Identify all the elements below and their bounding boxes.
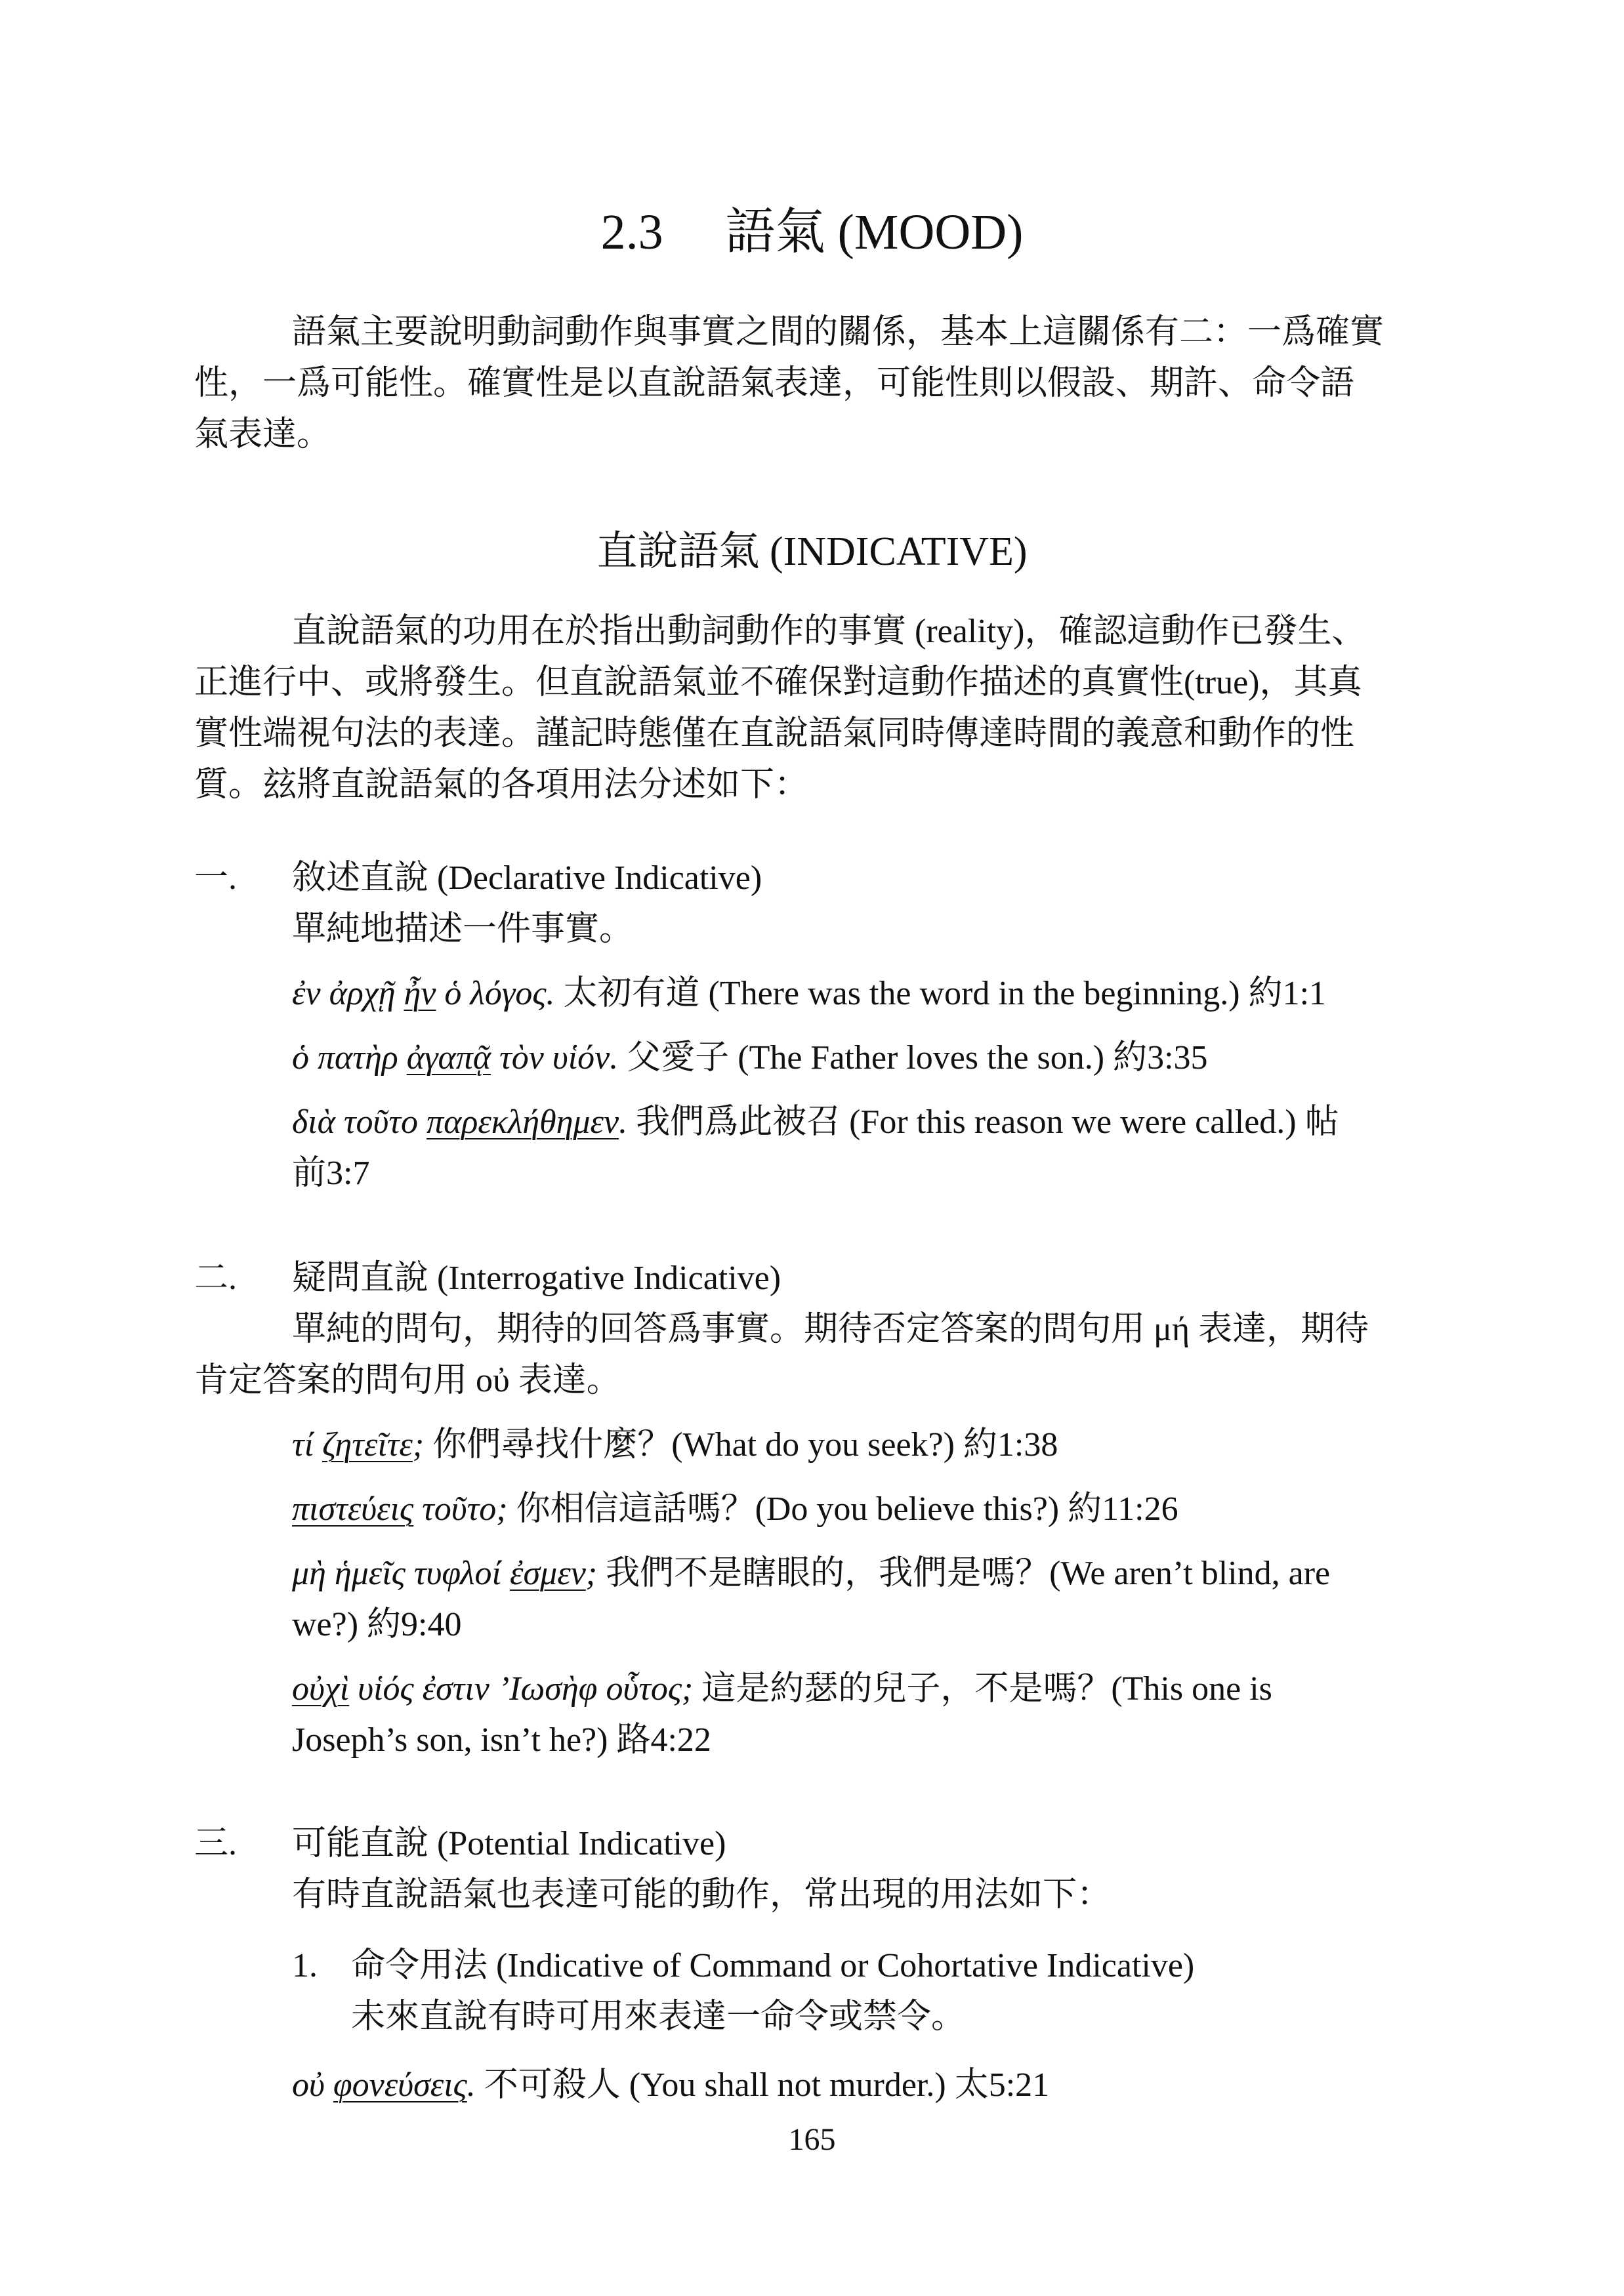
section-3-example-1 [292, 2060, 1049, 2111]
section-1-number: 一. [194, 859, 238, 897]
greek-text: ; [412, 1426, 425, 1464]
greek-text: ; [585, 1555, 598, 1592]
section-3-description: 有時直說語氣也表達可能的動作，常出現的用法如下： [292, 1876, 1112, 1914]
greek-verb-underlined: ἦν [404, 975, 436, 1012]
greek-text: . [467, 2066, 476, 2104]
section-2-heading: 疑問直說 (Interrogative Indicative) [292, 1260, 781, 1297]
intro-line-3: 氣表達。 [194, 416, 331, 453]
greek-text: οὐ [292, 2066, 333, 2104]
subsection-1-number: 1. [292, 1947, 318, 1984]
intro-line-2: 性，一爲可能性。確實性是以直說語氣表達，可能性則以假設、期許、命令語 [194, 365, 1355, 402]
section-1-example-3-line-2: 前3:7 [292, 1155, 370, 1192]
section-2-description-line-1: 單純的問句，期待的回答爲事實。期待否定答案的問句用 μή 表達，期待 [292, 1311, 1369, 1348]
intro-line-1: 語氣主要說明動詞動作與事實之間的關係，基本上這關係有二：一爲確實 [292, 314, 1385, 351]
greek-verb-underlined: ἐσμεν [509, 1555, 586, 1592]
section-3-heading: 可能直說 (Potential Indicative) [292, 1825, 726, 1862]
section-1-heading: 敘述直說 (Declarative Indicative) [292, 859, 762, 897]
section-2-example-1 [292, 1420, 1058, 1471]
translation-text: 這是約瑟的兒子，不是嗎？(This one is [693, 1670, 1272, 1708]
page-number: 165 [788, 2122, 836, 2157]
section-2-example-4 [292, 1664, 1272, 1715]
indicative-intro-line-1: 直說語氣的功用在於指出動詞動作的事實 (reality)，確認這動作已發生、 [292, 613, 1366, 650]
greek-text: . [619, 1103, 628, 1141]
section-2-example-4-line-2: Joseph’s son, isn’t he?) 路4:22 [292, 1721, 711, 1759]
greek-verb-underlined: πιστεύεις [292, 1490, 414, 1528]
subsection-1-heading: 命令用法 (Indicative of Command or Cohortative Indicative) [351, 1947, 1195, 1984]
translation-text: 我們爲此被召 (For this reason we were called.) 帖 [627, 1103, 1339, 1141]
greek-text: ὁ πατὴρ [292, 1039, 407, 1076]
translation-text: 你們尋找什麼？(What do you seek?) 約1:38 [424, 1426, 1058, 1464]
greek-text: τὸν υἱόν. [491, 1039, 619, 1076]
section-2-example-2 [292, 1484, 1178, 1535]
translation-text: 我們不是瞎眼的，我們是嗎？(We aren’t blind, are [597, 1555, 1331, 1592]
translation-text: 父愛子 (The Father loves the son.) 約3:35 [618, 1039, 1208, 1076]
greek-verb-underlined: ζητεῖτε [322, 1426, 413, 1464]
indicative-intro-line-2: 正進行中、或將發生。但直說語氣並不確保對這動作描述的真實性(true)，其真 [194, 664, 1362, 701]
translation-text: 太初有道 (There was the word in the beginning.) 約1:1 [554, 975, 1327, 1012]
translation-text: 你相信這話嗎？(Do you believe this?) 約11:26 [507, 1490, 1178, 1528]
section-2-example-3-line-2: we?) 約9:40 [292, 1606, 462, 1643]
section-2-number: 二. [194, 1260, 238, 1297]
section-2-example-3 [292, 1548, 1330, 1599]
section-1-example-3 [292, 1097, 1339, 1148]
section-2-description-line-2: 肯定答案的問句用 οὐ 表達。 [194, 1362, 621, 1399]
greek-text: ἐν ἀρχῇ [292, 975, 404, 1012]
page-title: 2.3 語氣 (MOOD) [600, 205, 1024, 260]
section-1-example-2 [292, 1033, 1208, 1084]
greek-verb-underlined: οὐχὶ [292, 1670, 350, 1708]
greek-verb-underlined: παρεκλήθημεν [427, 1103, 619, 1141]
greek-text: τί [292, 1426, 323, 1464]
greek-text: διὰ τοῦτο [292, 1103, 427, 1141]
section-1-description: 單純地描述一件事實。 [292, 911, 634, 948]
subsection-1-description: 未來直說有時可用來表達一命令或禁令。 [351, 1998, 966, 2036]
greek-verb-underlined: ἀγαπᾷ [406, 1039, 491, 1076]
indicative-heading: 直說語氣 (INDICATIVE) [596, 529, 1028, 574]
translation-text: 不可殺人 (You shall not murder.) 太5:21 [475, 2066, 1050, 2104]
greek-text: ὁ λόγος. [436, 975, 555, 1012]
greek-text: τοῦτο; [413, 1490, 508, 1528]
indicative-intro-line-3: 實性端視句法的表達。謹記時態僅在直說語氣同時傳達時間的義意和動作的性 [194, 715, 1355, 752]
section-1-example-1 [292, 968, 1326, 1019]
greek-verb-underlined: φονεύσεις [333, 2066, 467, 2104]
greek-text: μὴ ἡμεῖς τυφλοί [292, 1555, 510, 1592]
indicative-intro-line-4: 質。玆將直說語氣的各項用法分述如下： [194, 766, 809, 804]
greek-text: υἱός ἐστιν ’Ιωσὴφ οὗτος; [349, 1670, 694, 1708]
section-3-number: 三. [194, 1825, 238, 1862]
